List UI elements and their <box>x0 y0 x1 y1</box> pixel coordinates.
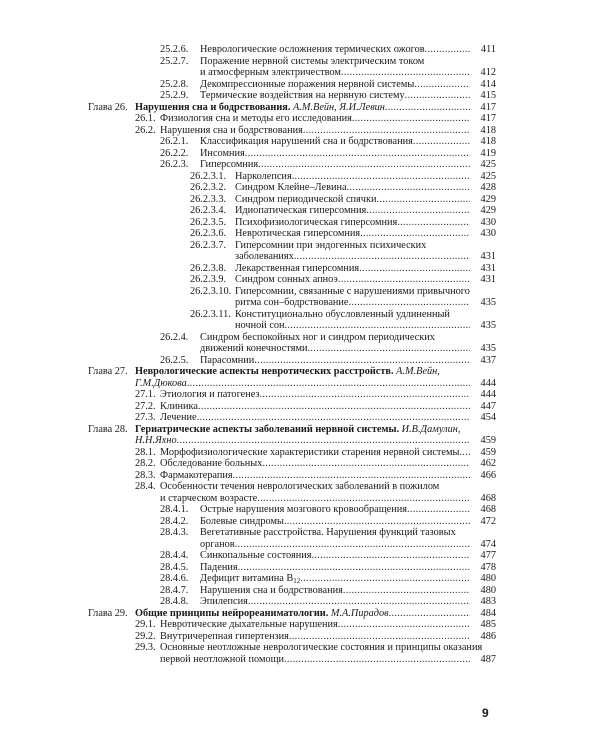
dot-leader <box>349 297 470 309</box>
dot-leader <box>235 539 470 551</box>
toc-entry <box>0 481 600 504</box>
dot-leader <box>347 182 470 194</box>
page-ref: 487 <box>480 653 496 665</box>
dot-leader <box>341 67 470 79</box>
page-ref: 483 <box>480 596 496 607</box>
entry-number: 28.4.6. <box>160 573 189 584</box>
toc-entry <box>0 194 600 206</box>
chapter-title: Общие принципы нейрореаниматологии. <box>135 607 329 619</box>
dot-leader <box>292 171 470 183</box>
toc-entry <box>0 562 600 574</box>
entry-text: Гиперсомния <box>200 159 259 170</box>
page-ref: 431 <box>480 274 496 285</box>
entry-text: Невротические дыхательные нарушения <box>160 619 338 630</box>
entry-text: заболеваниях <box>235 251 294 262</box>
dot-leader <box>389 608 470 620</box>
dot-leader <box>233 470 470 482</box>
dot-leader <box>285 320 470 332</box>
dot-leader <box>425 44 470 56</box>
entry-text: Вегетативные расстройства. Нарушения функций тазовых <box>200 527 456 538</box>
entry-number: Глава 28. <box>88 423 128 435</box>
toc-entry <box>0 447 600 459</box>
dot-leader <box>289 631 470 643</box>
toc-entry <box>0 585 600 597</box>
page-ref: 459 <box>480 446 496 458</box>
page-ref: 428 <box>480 182 496 193</box>
chapter-entry <box>0 608 600 620</box>
toc-entry <box>0 642 600 665</box>
toc-entry <box>0 217 600 229</box>
dot-leader <box>284 654 470 666</box>
page-ref: 486 <box>480 630 496 642</box>
page-ref: 425 <box>480 159 496 170</box>
chapter-entry <box>0 102 600 114</box>
toc-entry <box>0 470 600 482</box>
entry-text: Синдром периодической спячки <box>235 193 377 205</box>
toc-entry <box>0 205 600 217</box>
entry-text: ритма сон–бодрствование <box>235 297 349 308</box>
entry-number: 26.2.3.5. <box>190 216 227 228</box>
page-ref: 414 <box>480 78 496 90</box>
page-ref: 485 <box>480 619 496 630</box>
entry-number: 29.2. <box>135 630 156 642</box>
toc-entry <box>0 159 600 171</box>
dot-leader <box>197 412 470 424</box>
page-ref: 462 <box>480 458 496 469</box>
toc-entry <box>0 332 600 355</box>
entry-number: 26.2.3.9. <box>190 274 227 285</box>
toc-entry <box>0 274 600 286</box>
dot-leader <box>338 619 470 631</box>
entry-number: 28.4.5. <box>160 561 189 573</box>
entry-text: Клиника <box>160 400 198 412</box>
dot-leader <box>262 458 470 470</box>
chapter-authors: М.А.Пирадов <box>330 607 389 619</box>
entry-number: 28.4.8. <box>160 596 189 607</box>
entry-text: Синдром беспокойных ног и синдром периодических <box>200 331 435 343</box>
entry-text: Фармакотерапия <box>160 469 233 481</box>
dot-leader <box>385 102 470 114</box>
entry-number: Глава 27. <box>88 366 128 377</box>
entry-text: Обследование больных <box>160 458 263 469</box>
page-ref: 484 <box>480 607 496 619</box>
entry-text: Синдром сонных апноэ <box>235 274 338 285</box>
entry-number: 26.2.3.3. <box>190 193 227 205</box>
page-ref: 480 <box>480 573 496 584</box>
entry-text: Физиология сна и методы его исследования <box>160 113 352 124</box>
entry-number: 28.4.1. <box>160 504 189 515</box>
entry-number: 27.3. <box>135 412 156 423</box>
entry-text: Гиперсомнии при эндогенных психических <box>235 239 427 251</box>
entry-number: 26.2.2. <box>160 147 189 159</box>
entry-text: ночной сон <box>235 320 285 331</box>
entry-number: 26.2.3.11. <box>190 308 231 320</box>
page-ref: 468 <box>480 504 496 515</box>
entry-text: Лечение <box>160 412 197 423</box>
entry-number: 25.2.7. <box>160 55 189 67</box>
entry-text: Синкопальные состояния <box>200 550 312 561</box>
entry-number: 26.2.3.10. <box>190 285 232 297</box>
entry-text: Падения <box>200 561 238 573</box>
entry-number: 26.2. <box>135 124 156 136</box>
toc-entry <box>0 79 600 91</box>
entry-text: Дефицит витамина $B_{12}$ <box>200 573 301 585</box>
page-ref: 444 <box>480 377 496 389</box>
dot-leader <box>366 205 470 217</box>
entry-text: Идиопатическая гиперсомния <box>235 205 367 216</box>
entry-number: 28.4.7. <box>160 584 189 596</box>
toc-entry <box>0 56 600 79</box>
entry-number: 26.1. <box>135 113 156 124</box>
dot-leader <box>407 504 470 516</box>
chapter-authors-cont: Г.М.Дюкова <box>135 377 187 389</box>
entry-number: 26.2.5. <box>160 354 189 366</box>
toc-entry <box>0 401 600 413</box>
dot-leader <box>245 148 470 160</box>
dot-leader <box>187 378 470 390</box>
dot-leader <box>414 79 470 91</box>
page-ref: 437 <box>480 354 496 366</box>
chapter-authors-cont: Н.Н.Яхно <box>135 435 177 446</box>
entry-text: Внутричерепная гипертензия <box>160 630 289 642</box>
chapter-title: Нарушения сна и бодрствования. <box>135 101 291 113</box>
page-ref: 435 <box>480 297 496 308</box>
entry-text: Особенности течения неврологических заболеваний в пожилом <box>160 481 440 492</box>
page-ref: 425 <box>480 170 496 182</box>
toc-entry <box>0 412 600 424</box>
entry-text: Классификация нарушений сна и бодрствования <box>200 136 413 147</box>
entry-number: 26.2.4. <box>160 331 189 343</box>
entry-text: Парасомнии <box>200 354 255 366</box>
dot-leader <box>459 447 470 459</box>
page-ref: 480 <box>480 584 496 596</box>
entry-number: 25.2.8. <box>160 78 189 90</box>
entry-number: 26.2.3.1. <box>190 170 227 182</box>
entry-text: Нарколепсия <box>235 170 292 182</box>
dot-leader <box>260 389 471 401</box>
toc-entry <box>0 550 600 562</box>
dot-leader <box>308 343 470 355</box>
page-ref: 472 <box>480 515 496 527</box>
dot-leader <box>254 355 470 367</box>
entry-number: 29.1. <box>135 619 156 630</box>
toc-entry <box>0 171 600 183</box>
entry-text: Конституционально обусловленный удлиненный <box>235 308 450 320</box>
dot-leader <box>397 217 470 229</box>
dot-leader <box>343 585 470 597</box>
page-ref: 447 <box>480 400 496 412</box>
toc-entry <box>0 182 600 194</box>
entry-number: 26.2.3.4. <box>190 205 227 216</box>
entry-number: 28.2. <box>135 458 156 469</box>
toc-entry <box>0 389 600 401</box>
dot-leader <box>352 113 470 125</box>
entry-text: Лекарственная гиперсомния <box>235 262 360 274</box>
page-ref: 430 <box>480 228 496 239</box>
table-of-contents <box>0 44 600 665</box>
dot-leader <box>238 562 470 574</box>
page-number: 9 <box>482 706 489 720</box>
toc-entry <box>0 504 600 516</box>
toc-entry <box>0 125 600 137</box>
entry-text: Поражение нервной системы электрическим током <box>200 55 425 67</box>
dot-leader <box>311 550 470 562</box>
page-ref: 419 <box>480 147 496 159</box>
toc-entry <box>0 286 600 309</box>
entry-text: и старческом возрасте <box>160 492 258 504</box>
entry-number: 28.4.2. <box>160 515 189 527</box>
toc-entry <box>0 355 600 367</box>
entry-text: Острые нарушения мозгового кровообращения <box>200 504 407 515</box>
entry-number: 28.4.4. <box>160 550 189 561</box>
chapter-authors: А.М.Вейн, Я.И.Левин <box>293 101 385 113</box>
page-ref: 431 <box>480 251 496 262</box>
entry-text: Термические воздействия на нервную систему <box>200 90 405 101</box>
entry-text: органов <box>200 538 235 550</box>
dot-leader <box>248 596 470 608</box>
entry-text: Этиология и патогенез <box>160 389 260 400</box>
page-ref: 418 <box>480 136 496 147</box>
dot-leader <box>198 401 470 413</box>
entry-number: 25.2.6. <box>160 44 189 55</box>
entry-text: Психофизиологическая гиперсомния <box>235 216 398 228</box>
page-ref: 459 <box>480 435 496 446</box>
page-ref: 474 <box>480 538 496 550</box>
toc-entry <box>0 596 600 608</box>
entry-text: движений конечностями <box>200 343 308 354</box>
toc-entry <box>0 113 600 125</box>
dot-leader <box>284 516 470 528</box>
page-ref: 429 <box>480 193 496 205</box>
page-ref: 411 <box>480 44 496 55</box>
page-ref: 454 <box>480 412 496 423</box>
dot-leader <box>257 493 470 505</box>
chapter-entry <box>0 424 600 447</box>
entry-text: Неврологические осложнения термических ожогов <box>200 44 425 55</box>
entry-text: Инсомния <box>200 147 245 159</box>
toc-entry <box>0 619 600 631</box>
page-ref: 435 <box>480 343 496 354</box>
dot-leader <box>177 435 470 447</box>
entry-text: Нарушения сна и бодрствования <box>160 124 303 136</box>
page-ref: 418 <box>480 124 496 136</box>
toc-entry <box>0 240 600 263</box>
entry-number: 28.3. <box>135 469 156 481</box>
entry-text: Нарушения сна и бодрствования <box>200 584 343 596</box>
entry-text: Основные неотложные неврологические состояния и принципы оказания <box>160 642 483 653</box>
entry-text: Эпилепсия <box>200 596 248 607</box>
dot-leader <box>300 573 470 585</box>
entry-text: Болевые синдромы <box>200 515 284 527</box>
entry-text: Декомпрессионные поражения нервной системы <box>200 78 415 90</box>
dot-leader <box>258 159 470 171</box>
page-ref: 477 <box>480 550 496 561</box>
entry-text: и атмосферным электричеством <box>200 67 341 78</box>
entry-number: 27.1. <box>135 389 156 400</box>
page-ref: 430 <box>480 216 496 228</box>
chapter-authors: И.В.Дамулин, <box>401 423 461 435</box>
chapter-title: Гериатрические аспекты заболеваний нервной системы. <box>135 423 400 435</box>
entry-number: Глава 26. <box>88 101 128 113</box>
page-ref: 429 <box>480 205 496 216</box>
page-ref: 415 <box>480 90 496 101</box>
toc-entry <box>0 309 600 332</box>
page-ref: 431 <box>480 262 496 274</box>
dot-leader <box>413 136 470 148</box>
dot-leader <box>294 251 470 263</box>
dot-leader <box>303 125 470 137</box>
entry-number: 26.2.3. <box>160 159 189 170</box>
entry-text: Морфофизиологические характеристики старения нервной системы <box>160 446 460 458</box>
toc-entry <box>0 527 600 550</box>
entry-text: Синдром Клейне–Левина <box>235 182 347 193</box>
toc-entry <box>0 136 600 148</box>
chapter-title: Неврологические аспекты невротических расстройств. <box>135 366 394 377</box>
entry-text: Гиперсомнии, связанные с нарушениями привычного <box>235 285 470 297</box>
page-ref: 478 <box>480 561 496 573</box>
page-ref: 417 <box>480 101 496 113</box>
toc-entry <box>0 148 600 160</box>
toc-entry <box>0 458 600 470</box>
entry-number: 29.3. <box>135 642 156 653</box>
entry-number: 26.2.3.7. <box>190 239 227 251</box>
dot-leader <box>405 90 470 102</box>
page-ref: 444 <box>480 389 496 400</box>
entry-number: 28.1. <box>135 446 156 458</box>
toc-entry <box>0 516 600 528</box>
page-ref: 417 <box>480 113 496 124</box>
entry-number: 27.2. <box>135 400 156 412</box>
entry-text: первой неотложной помощи <box>160 653 285 665</box>
page-ref: 412 <box>480 67 496 78</box>
entry-number: 26.2.3.6. <box>190 228 227 239</box>
toc-entry <box>0 44 600 56</box>
dot-leader <box>338 274 470 286</box>
entry-number: 26.2.1. <box>160 136 189 147</box>
toc-entry <box>0 631 600 643</box>
chapter-authors: А.М.Вейн, <box>396 366 440 377</box>
entry-number: 28.4. <box>135 481 156 492</box>
dot-leader <box>359 263 470 275</box>
entry-number: Глава 29. <box>88 607 128 619</box>
toc-entry <box>0 573 600 585</box>
toc-entry <box>0 90 600 102</box>
dot-leader <box>360 228 470 240</box>
entry-number: 28.4.3. <box>160 527 189 538</box>
page-ref: 466 <box>480 469 496 481</box>
entry-number: 25.2.9. <box>160 90 189 101</box>
page-ref: 468 <box>480 492 496 504</box>
page-ref: 435 <box>480 320 496 331</box>
entry-number: 26.2.3.2. <box>190 182 227 193</box>
toc-entry <box>0 228 600 240</box>
chapter-entry <box>0 366 600 389</box>
toc-entry <box>0 263 600 275</box>
entry-text: Невротическая гиперсомния <box>235 228 361 239</box>
entry-number: 26.2.3.8. <box>190 262 227 274</box>
dot-leader <box>376 194 470 206</box>
